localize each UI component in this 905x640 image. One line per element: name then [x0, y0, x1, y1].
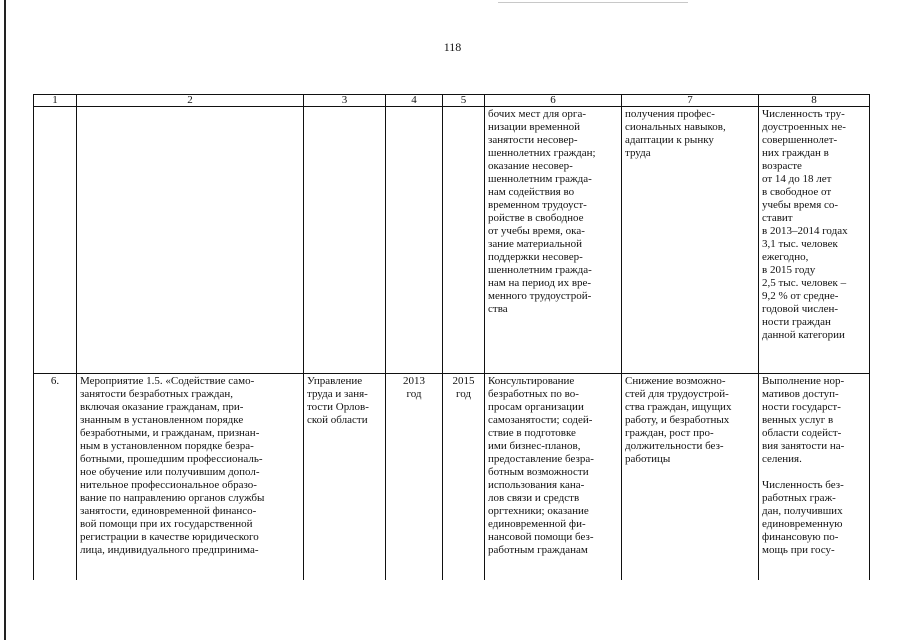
scan-artifact-line: [498, 2, 688, 3]
indicator-cell: Численность тру- доустроенных не- совершеннолет- них граждан в возрасте от 14 до 18 лет в свободное от учебы время со- ставит в 2013–2014 годах 3,1 тыс. человек ежегодно, в 2015 году 2,5 тыс. человек – 9,2 % от средне- годовой числен- ности граждан данной категории: [759, 107, 870, 374]
page-number: 118: [443, 40, 462, 54]
table-row-6: [34, 374, 870, 581]
empty-cell: [304, 107, 386, 374]
empty-cell: [443, 107, 485, 374]
empty-cell: [77, 107, 304, 374]
header-cell: 4: [386, 95, 443, 107]
measure-name-cell: Мероприятие 1.5. «Содействие само- занятости безработных граждан, включая оказание гражданам, при- знанным в установленном порядке безработными, и гражданам, признан- ным в установленном порядке безра- ботными, прошедшим профессиональ- ное обучение или получившим допол- нительное профессиональное образо- вание по направлению органов службы занятости, единовременной финансо- вой помощи при их государственной регистрации в качестве юридического лица, индивидуального предпринима-: [77, 374, 304, 581]
consequence-cell: Снижение возможно- стей для трудоустрой- ства граждан, ищущих работу, и безработных граждан, рост про- должительности без- работицы: [622, 374, 759, 581]
empty-cell: [386, 107, 443, 374]
table-header-row: [34, 95, 870, 107]
page-edge-line: [4, 0, 6, 640]
table-row-continued: [34, 107, 870, 374]
consequence-cell: получения профес- сиональных навыков, адаптации к рынку труда: [622, 107, 759, 374]
end-year-cell: 2015 год: [443, 374, 485, 581]
header-cell: 1: [34, 95, 77, 107]
header-cell: 6: [485, 95, 622, 107]
indicator-cell: Выполнение нор- мативов доступ- ности государст- венных услуг в области содейст- вия занятости на- селения. Численность без- работных граж- дан, получивших единовременную финансовую по- мощь при госу-: [759, 374, 870, 581]
measure-content-cell: Консультирование безработных по во- просам организации самозанятости; содей- ствие в подготовке ими бизнес-планов, предоставление безра- ботным возможности использования кана- лов связи и средств оргтехники; оказание единовременной фи- нансовой помощи без- работным гражданам: [485, 374, 622, 581]
row-number-cell: 6.: [34, 374, 77, 581]
header-cell: 2: [77, 95, 304, 107]
empty-cell: [34, 107, 77, 374]
header-cell: 7: [622, 95, 759, 107]
start-year-cell: 2013 год: [386, 374, 443, 581]
header-cell: 5: [443, 95, 485, 107]
measure-content-cell: бочих мест для орга- низации временной занятости несовер- шеннолетних граждан; оказание несовер- шеннолетним гражда- нам содействия во временном трудоуст- ройстве в свободное от учебы время, ока- зание материальной поддержки несовер- шеннолетним гражда- нам на период их вре- менного трудоустрой- ства: [485, 107, 622, 374]
executor-cell: Управление труда и заня- тости Орлов- ской области: [304, 374, 386, 581]
header-cell: 3: [304, 95, 386, 107]
program-measures-table: [33, 94, 870, 580]
header-cell: 8: [759, 95, 870, 107]
